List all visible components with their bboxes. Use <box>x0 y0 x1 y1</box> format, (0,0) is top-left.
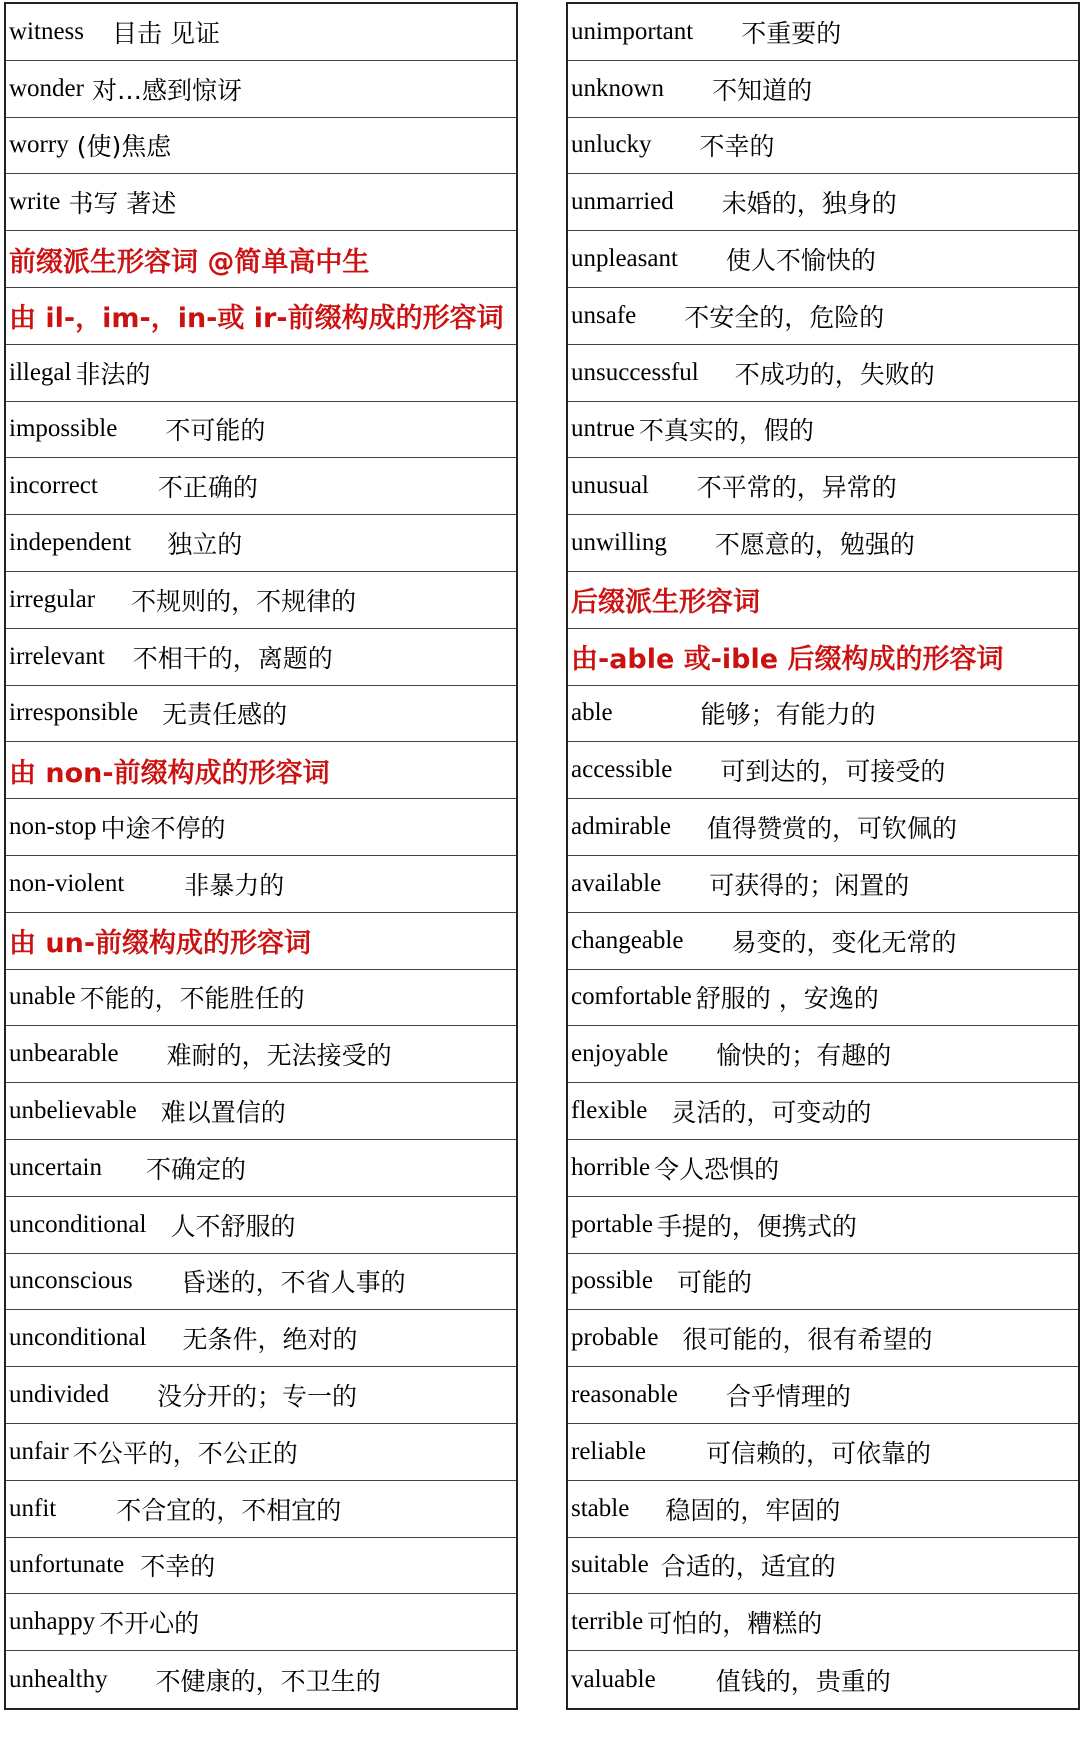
vocab-row <box>568 1424 1078 1481</box>
chinese-meaning: 难以置信的 <box>160 1098 286 1128</box>
vocab-row <box>6 1424 516 1481</box>
vocab-row <box>568 1310 1078 1367</box>
vocab-row <box>568 970 1078 1027</box>
section-header-text: 由 non-前缀构成的形容词 <box>9 757 330 789</box>
vocab-row <box>568 118 1078 175</box>
chinese-meaning: 不能的，不能胜任的 <box>79 984 305 1014</box>
vocab-row <box>568 231 1078 288</box>
chinese-meaning: 不确定的 <box>146 1154 247 1184</box>
english-word: independent <box>9 529 132 557</box>
section-header-text: 前缀派生形容词 @简单高中生 <box>9 246 370 278</box>
chinese-meaning: 能够；有能力的 <box>700 700 876 730</box>
chinese-meaning: 不愿意的，勉强的 <box>714 530 915 560</box>
english-word: flexible <box>571 1097 648 1125</box>
vocab-row <box>568 1481 1078 1538</box>
vocab-row <box>6 970 516 1027</box>
chinese-meaning: 易变的，变化无常的 <box>731 927 957 957</box>
chinese-meaning: 手提的，便携式的 <box>656 1211 857 1241</box>
vocab-row <box>568 1651 1078 1708</box>
vocab-row <box>568 402 1078 459</box>
chinese-meaning: 不公平的，不公正的 <box>72 1438 298 1468</box>
chinese-meaning: 未婚的，独身的 <box>721 189 897 219</box>
english-word: accessible <box>571 756 673 784</box>
english-word: terrible <box>571 1608 644 1636</box>
english-word: undivided <box>9 1381 109 1409</box>
vocab-row <box>6 856 516 913</box>
english-word: unusual <box>571 472 649 500</box>
english-word: able <box>571 699 613 727</box>
vocab-row <box>6 1481 516 1538</box>
english-word: unlucky <box>571 131 652 159</box>
vocab-row <box>6 61 516 118</box>
chinese-meaning: 不合宜的，不相宜的 <box>116 1495 342 1525</box>
english-word: stable <box>571 1494 630 1522</box>
english-word: changeable <box>571 926 684 954</box>
vocab-row <box>568 856 1078 913</box>
english-word: unbearable <box>9 1040 119 1068</box>
english-word: unfortunate <box>9 1551 125 1579</box>
chinese-meaning: 无责任感的 <box>162 700 288 730</box>
english-word: unhappy <box>9 1608 96 1636</box>
english-word: unhealthy <box>9 1665 108 1693</box>
chinese-meaning: 使人不愉快的 <box>725 246 876 276</box>
english-word: illegal <box>9 358 72 386</box>
chinese-meaning: 难耐的，无法接受的 <box>166 1041 392 1071</box>
vocab-row <box>568 1538 1078 1595</box>
english-word: unfair <box>9 1437 69 1465</box>
vocab-row <box>6 458 516 515</box>
section-header-text: 由-able 或-ible 后缀构成的形容词 <box>571 644 1004 676</box>
chinese-meaning: 可能的 <box>676 1268 752 1298</box>
vocab-row <box>568 686 1078 743</box>
vocab-row <box>6 629 516 686</box>
vocab-row <box>6 1140 516 1197</box>
vocab-row <box>6 345 516 402</box>
vocab-row <box>568 1197 1078 1254</box>
section-header-text: 后缀派生形容词 <box>571 587 760 619</box>
chinese-meaning: 不幸的 <box>140 1552 216 1582</box>
chinese-meaning: 没分开的；专一的 <box>157 1382 358 1412</box>
vocab-row <box>6 174 516 231</box>
chinese-meaning: 合适的，适宜的 <box>660 1552 836 1582</box>
english-word: worry <box>9 131 69 159</box>
chinese-meaning: 很可能的，很有希望的 <box>682 1325 933 1355</box>
english-word: unwilling <box>571 529 667 557</box>
english-word: unconscious <box>9 1267 133 1295</box>
english-word: witness <box>9 17 84 45</box>
vocab-row <box>6 515 516 572</box>
vocab-row <box>568 61 1078 118</box>
chinese-meaning: 不健康的，不卫生的 <box>155 1666 381 1696</box>
english-word: unconditional <box>9 1210 147 1238</box>
english-word: reasonable <box>571 1381 678 1409</box>
vocab-row <box>568 1140 1078 1197</box>
section-header-text: 由 il-，im-，in-或 ir-前缀构成的形容词 <box>9 303 504 335</box>
chinese-meaning: 人不舒服的 <box>170 1211 296 1241</box>
vocab-row <box>568 174 1078 231</box>
section-header <box>6 288 516 345</box>
chinese-meaning: 不平常的，异常的 <box>696 473 897 503</box>
english-word: non-violent <box>9 869 125 897</box>
vocab-row <box>568 4 1078 61</box>
vocab-row <box>6 1254 516 1311</box>
vocab-row <box>6 402 516 459</box>
vocab-row <box>568 799 1078 856</box>
vocab-row <box>6 686 516 743</box>
english-word: unable <box>9 983 76 1011</box>
vocab-row <box>568 1254 1078 1311</box>
chinese-meaning: 舒服的 ，安逸的 <box>695 984 879 1014</box>
chinese-meaning: 无条件，绝对的 <box>182 1325 358 1355</box>
chinese-meaning: 值得赞赏的，可钦佩的 <box>706 814 957 844</box>
vocab-row <box>568 515 1078 572</box>
chinese-meaning: 昏迷的，不省人事的 <box>180 1268 406 1298</box>
english-word: reliable <box>571 1437 646 1465</box>
chinese-meaning: 可到达的，可接受的 <box>720 757 946 787</box>
chinese-meaning: 不成功的，失败的 <box>734 359 935 389</box>
chinese-meaning: 不安全的，危险的 <box>684 302 885 332</box>
chinese-meaning: 不可能的 <box>165 416 266 446</box>
vocab-row <box>6 1367 516 1424</box>
section-header <box>568 629 1078 686</box>
vocab-row <box>568 742 1078 799</box>
vocab-row <box>6 1026 516 1083</box>
vocab-row <box>568 288 1078 345</box>
vocab-row <box>6 572 516 629</box>
vocab-row <box>6 1594 516 1651</box>
chinese-meaning: 可怕的，糟糕的 <box>647 1609 823 1639</box>
english-word: incorrect <box>9 472 98 500</box>
english-word: unbelievable <box>9 1097 137 1125</box>
english-word: possible <box>571 1267 653 1295</box>
english-word: portable <box>571 1210 653 1238</box>
section-header <box>6 913 516 970</box>
chinese-meaning: 中途不停的 <box>100 814 226 844</box>
english-word: irrelevant <box>9 642 105 670</box>
chinese-meaning: 书写 著述 <box>68 189 177 219</box>
vocab-row <box>6 1538 516 1595</box>
chinese-meaning: 对…感到惊讶 <box>91 75 242 105</box>
section-header <box>568 572 1078 629</box>
english-word: irresponsible <box>9 699 139 727</box>
chinese-meaning: (使)焦虑 <box>76 132 172 162</box>
english-word: suitable <box>571 1551 649 1579</box>
vocab-row <box>568 1594 1078 1651</box>
english-word: unsuccessful <box>571 358 699 386</box>
vocab-row <box>6 1197 516 1254</box>
chinese-meaning: 不知道的 <box>712 75 813 105</box>
english-word: probable <box>571 1324 659 1352</box>
vocab-row <box>568 913 1078 970</box>
chinese-meaning: 不真实的，假的 <box>638 416 814 446</box>
english-word: horrible <box>571 1153 651 1181</box>
chinese-meaning: 值钱的，贵重的 <box>715 1666 891 1696</box>
chinese-meaning: 目击 见证 <box>112 18 220 48</box>
chinese-meaning: 非暴力的 <box>184 870 285 900</box>
english-word: unconditional <box>9 1324 147 1352</box>
english-word: impossible <box>9 415 118 443</box>
chinese-meaning: 可获得的；闲置的 <box>709 870 910 900</box>
english-word: uncertain <box>9 1153 103 1181</box>
english-word: irregular <box>9 585 96 613</box>
chinese-meaning: 合乎情理的 <box>725 1382 851 1412</box>
chinese-meaning: 独立的 <box>167 530 243 560</box>
english-word: enjoyable <box>571 1040 669 1068</box>
english-word: unpleasant <box>571 245 678 273</box>
english-word: untrue <box>571 415 635 443</box>
section-header <box>6 231 516 288</box>
english-word: wonder <box>9 74 84 102</box>
english-word: admirable <box>571 813 671 841</box>
english-word: unknown <box>571 74 665 102</box>
chinese-meaning: 可信赖的，可依靠的 <box>705 1438 931 1468</box>
vocab-row <box>6 118 516 175</box>
english-word: unsafe <box>571 301 637 329</box>
chinese-meaning: 愉快的；有趣的 <box>716 1041 892 1071</box>
chinese-meaning: 稳固的，牢固的 <box>665 1495 841 1525</box>
english-word: available <box>571 869 662 897</box>
vocab-row <box>6 4 516 61</box>
section-header <box>6 742 516 799</box>
english-word: comfortable <box>571 983 692 1011</box>
vocab-row <box>568 1026 1078 1083</box>
vocab-table-left <box>4 2 518 1710</box>
section-header-text: 由 un-前缀构成的形容词 <box>9 928 312 960</box>
chinese-meaning: 不重要的 <box>741 18 842 48</box>
chinese-meaning: 不正确的 <box>157 473 258 503</box>
chinese-meaning: 不幸的 <box>699 132 775 162</box>
chinese-meaning: 非法的 <box>75 359 151 389</box>
english-word: non-stop <box>9 813 97 841</box>
vocab-row <box>568 458 1078 515</box>
english-word: unimportant <box>571 17 694 45</box>
vocab-row <box>6 799 516 856</box>
english-word: unmarried <box>571 188 674 216</box>
chinese-meaning: 不相干的，离题的 <box>132 643 333 673</box>
chinese-meaning: 不开心的 <box>99 1609 200 1639</box>
vocab-row <box>6 1651 516 1708</box>
chinese-meaning: 不规则的，不规律的 <box>131 586 357 616</box>
english-word: write <box>9 188 61 216</box>
vocab-row <box>568 1083 1078 1140</box>
english-word: valuable <box>571 1665 656 1693</box>
vocab-table-right <box>566 2 1080 1710</box>
vocab-row <box>6 1083 516 1140</box>
chinese-meaning: 灵活的，可变动的 <box>671 1098 872 1128</box>
vocab-row <box>568 1367 1078 1424</box>
english-word: unfit <box>9 1494 57 1522</box>
vocab-row <box>568 345 1078 402</box>
chinese-meaning: 令人恐惧的 <box>654 1154 780 1184</box>
vocab-row <box>6 1310 516 1367</box>
